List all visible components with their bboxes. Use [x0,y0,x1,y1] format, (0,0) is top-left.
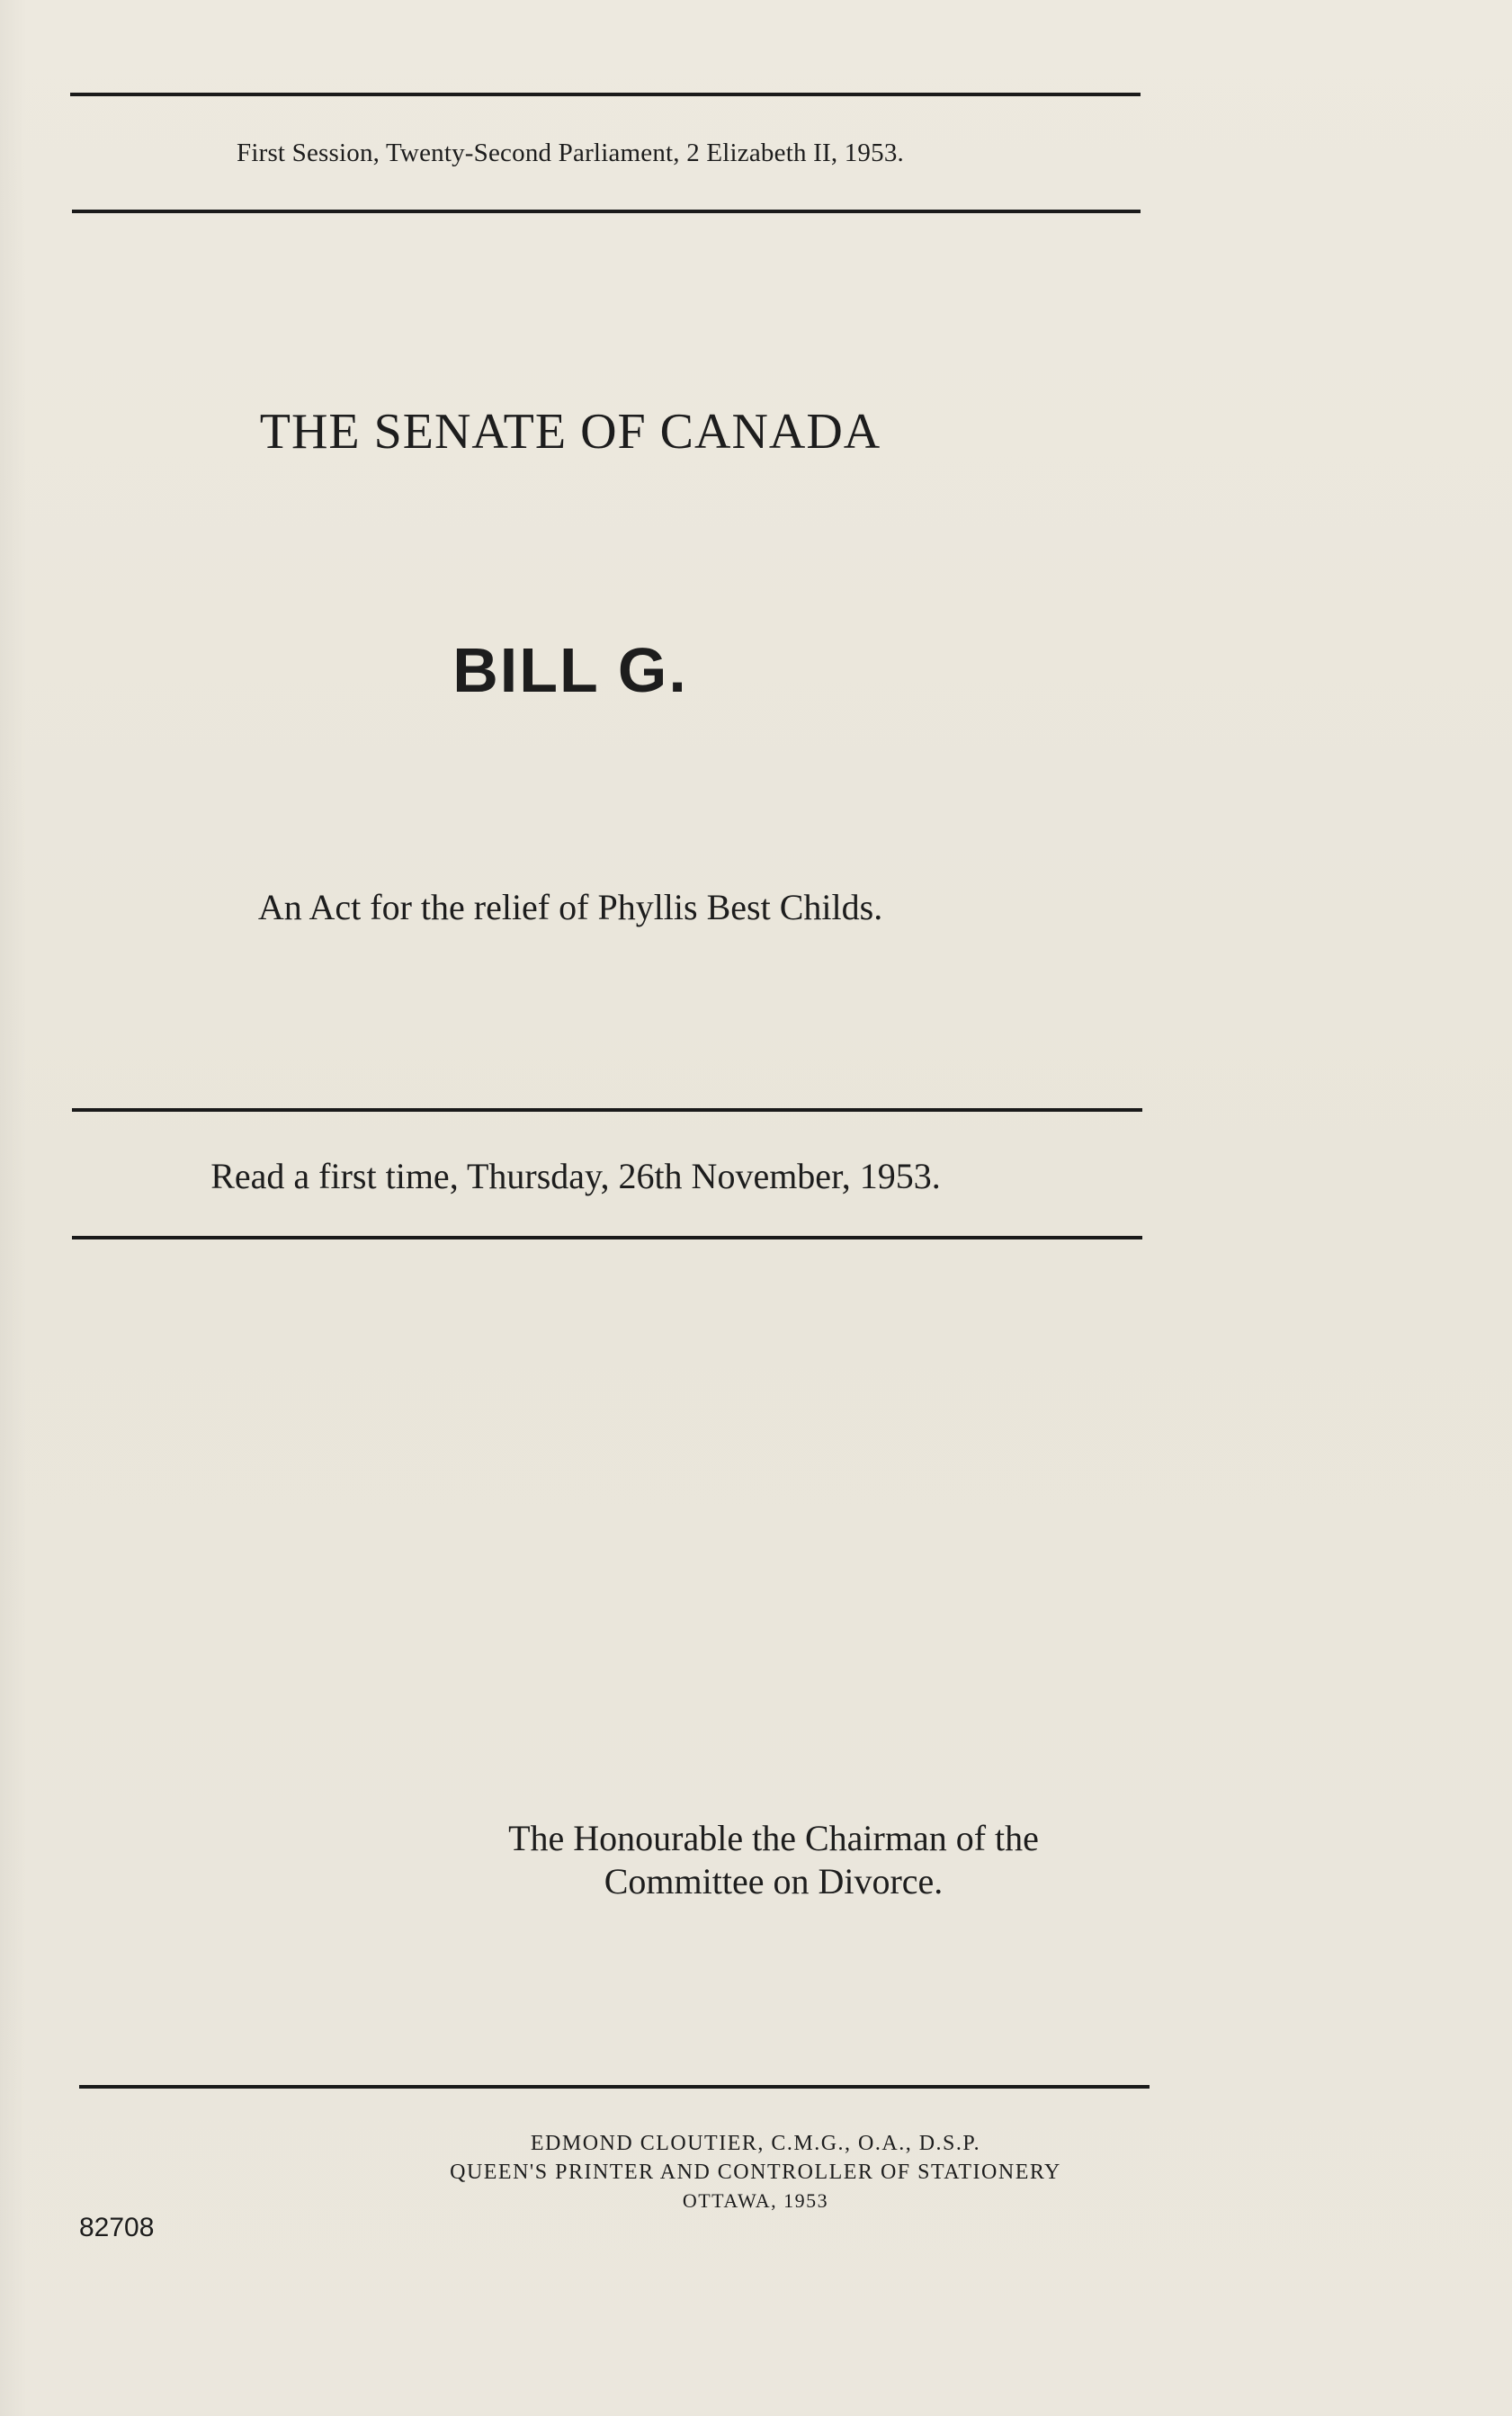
top-rule [70,93,1141,96]
first-reading-line: Read a first time, Thursday, 26th November, 1953. [210,1156,941,1196]
session-header: First Session, Twenty-Second Parliament, 2 Elizabeth II, 1953. [237,139,904,167]
reading-top-rule [72,1108,1142,1112]
printer-place: OTTAWA, 1953 [682,2189,829,2212]
reading-bottom-rule [72,1236,1142,1239]
printer-title: QUEEN'S PRINTER AND CONTROLLER OF STATIONERY [450,2161,1061,2184]
senate-heading: THE SENATE OF CANADA [259,404,881,460]
printer-name: EDMOND CLOUTIER, C.M.G., O.A., D.S.P. [530,2132,981,2155]
act-title: An Act for the relief of Phyllis Best Childs. [257,887,883,927]
header-bottom-rule [72,210,1141,213]
sponsor-line-2: Committee on Divorce. [604,1861,944,1901]
footer-rule [79,2085,1150,2089]
bill-title: BILL G. [452,635,688,705]
sponsor-line-1: The Honourable the Chairman of the [508,1818,1039,1858]
printer-imprint [72,2129,1439,2215]
catalog-number: 82708 [79,2213,155,2242]
sponsor-block [414,1817,1133,1903]
